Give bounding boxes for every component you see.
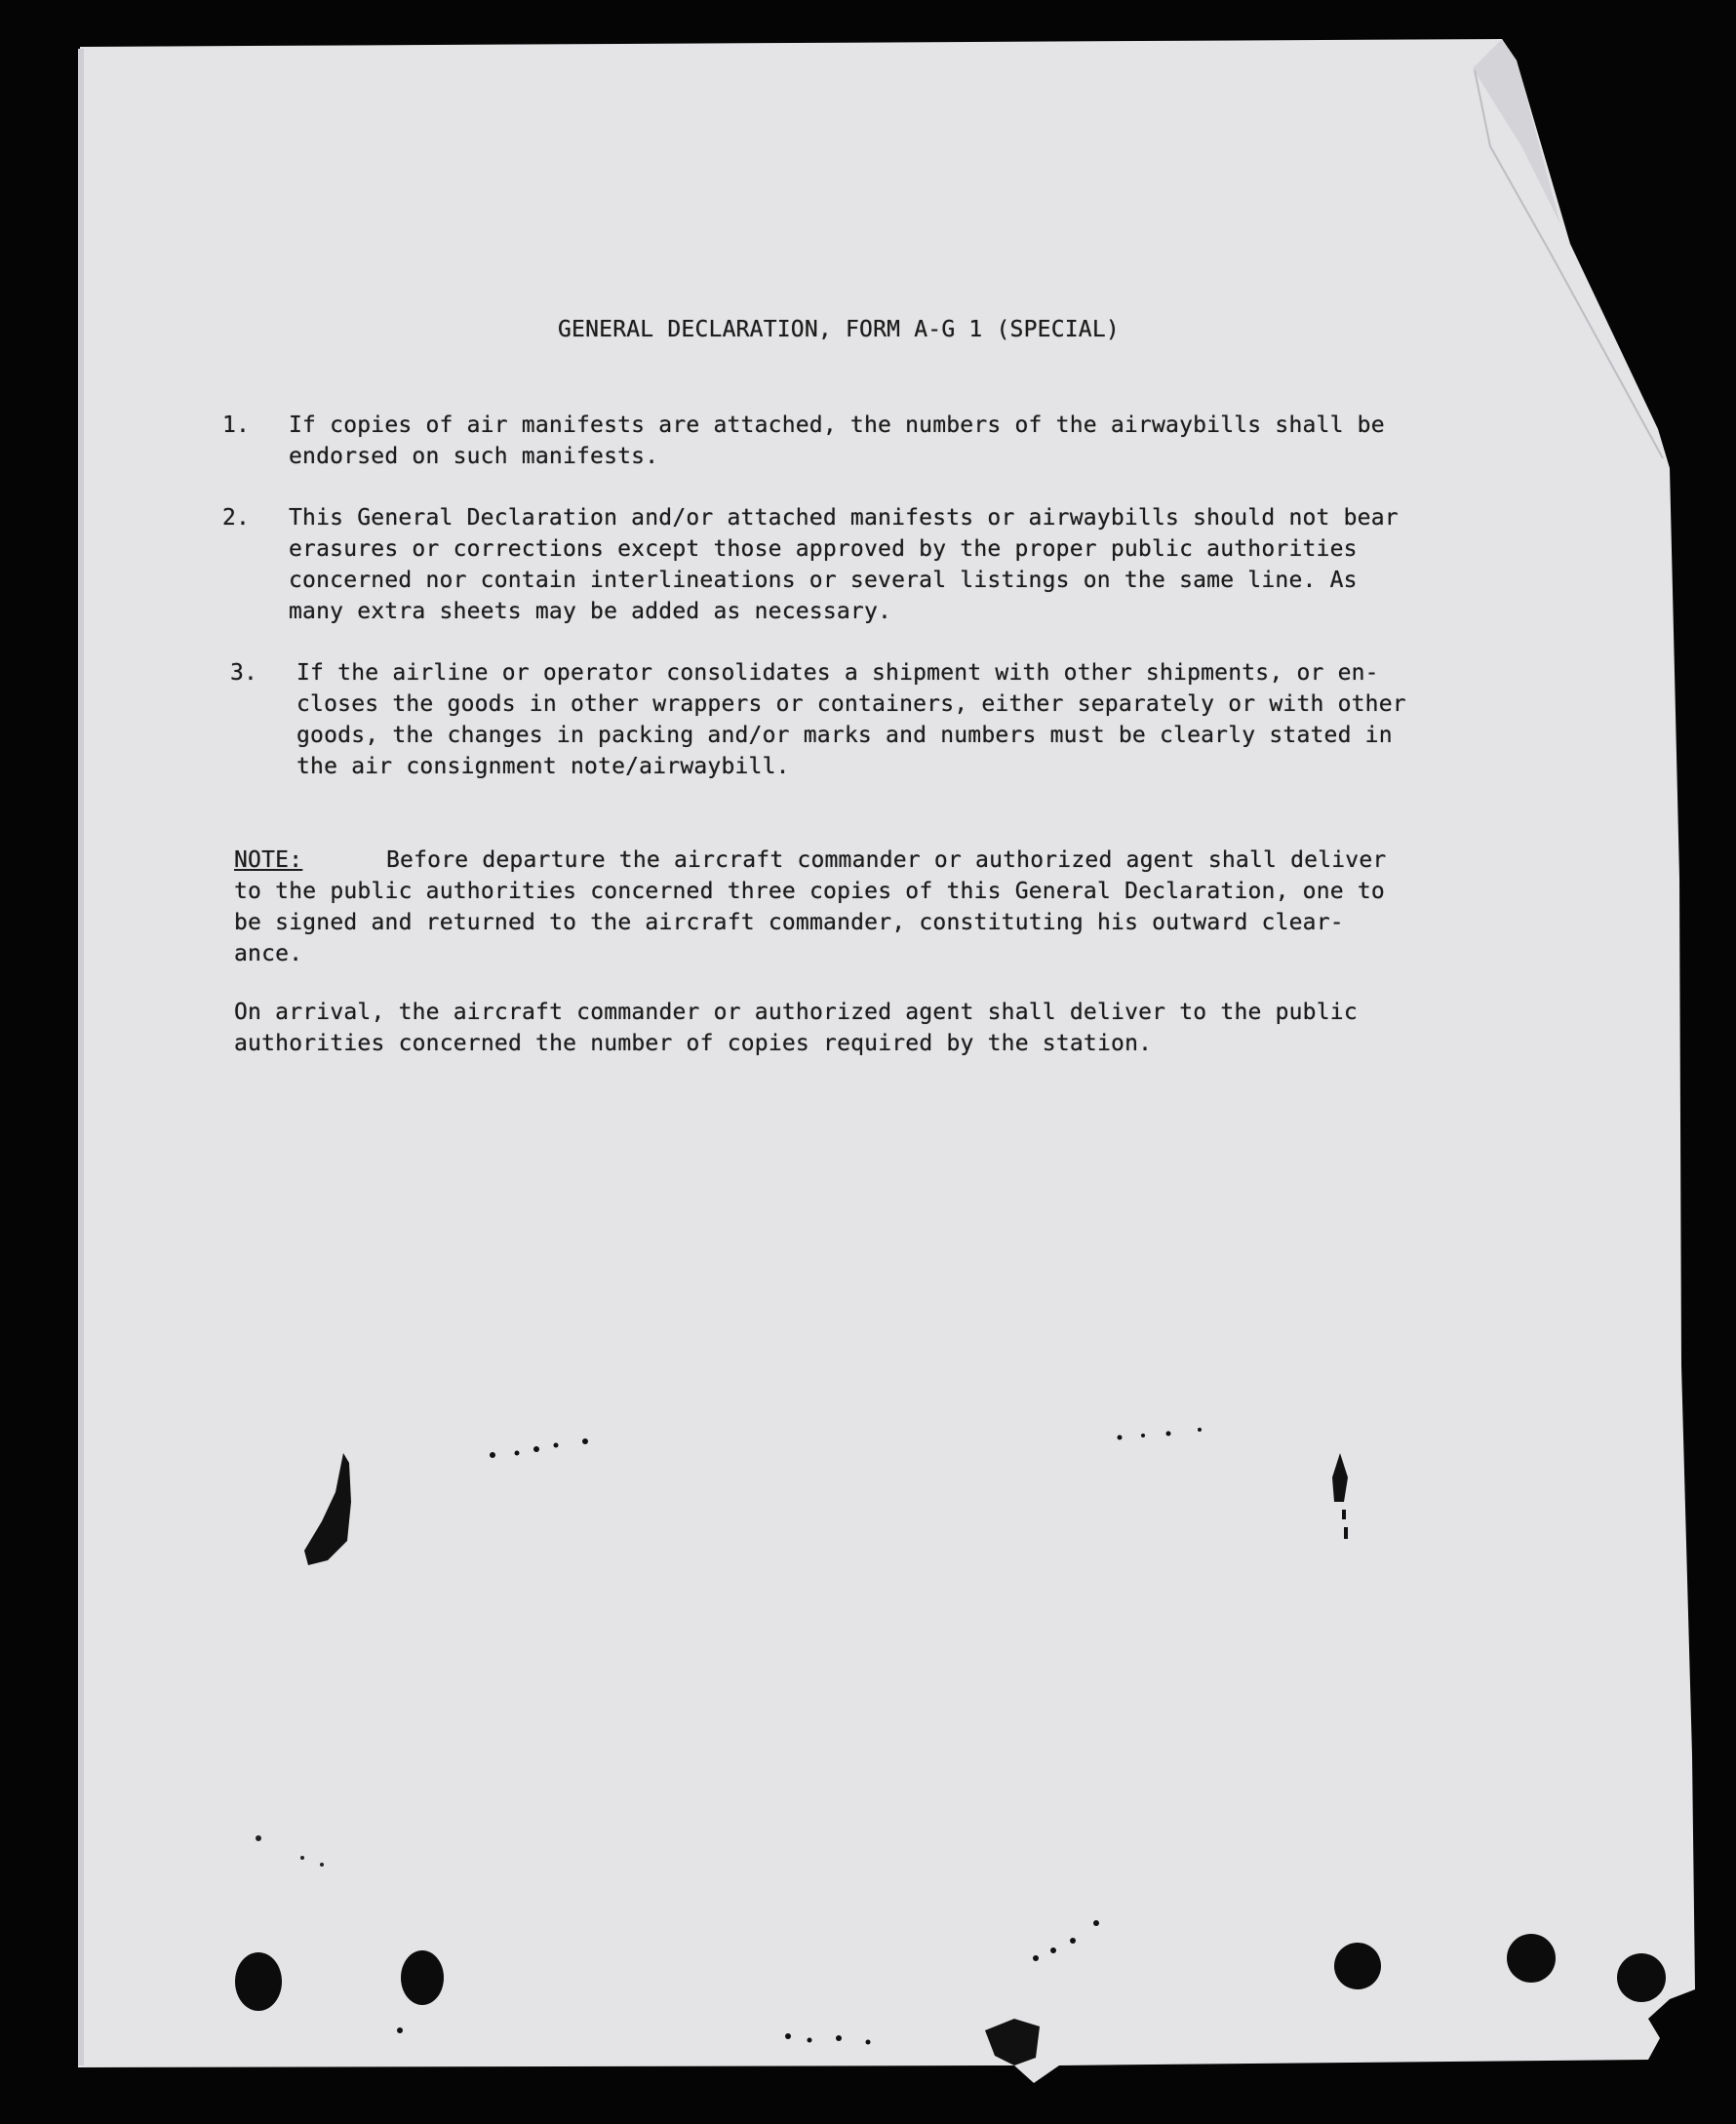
arrival-text-line: On arrival, the aircraft commander or authorized agent shall deliver to the public bbox=[234, 1000, 1358, 1025]
punch-hole bbox=[1334, 1943, 1381, 1989]
item-text-line: This General Declaration and/or attached manifests or airwaybills should not bear bbox=[289, 505, 1399, 531]
item-text-line: closes the goods in other wrappers or containers, either separately or with other bbox=[296, 691, 1406, 717]
item-text-line: If copies of air manifests are attached, the numbers of the airwaybills shall be bbox=[289, 413, 1385, 438]
item-text-line: concerned nor contain interlineations or several listings on the same line. As bbox=[289, 568, 1358, 593]
item-text-line: erasures or corrections except those approved by the proper public authorities bbox=[289, 536, 1358, 562]
ink-speck bbox=[1344, 1527, 1348, 1539]
item-number: 1. bbox=[222, 413, 251, 438]
ink-speck bbox=[582, 1438, 588, 1444]
paper-left-edge bbox=[78, 49, 84, 2065]
ink-speck bbox=[1166, 1432, 1171, 1436]
ink-speck bbox=[1070, 1938, 1076, 1944]
item-text-line: If the airline or operator consolidates a shipment with other shipments, or en- bbox=[296, 660, 1379, 686]
ink-speck bbox=[256, 1835, 261, 1841]
ink-speck bbox=[554, 1443, 559, 1448]
ink-speck bbox=[808, 2038, 812, 2043]
item-text-line: many extra sheets may be added as necessary. bbox=[289, 599, 892, 624]
punch-hole bbox=[401, 1950, 444, 2005]
ink-speck bbox=[1342, 1510, 1346, 1519]
ink-speck bbox=[836, 2035, 842, 2041]
note-text-line: to the public authorities concerned three copies of this General Declaration, one to bbox=[234, 879, 1385, 904]
form-title: GENERAL DECLARATION, FORM A-G 1 (SPECIAL) bbox=[558, 317, 1120, 342]
item-text-line: endorsed on such manifests. bbox=[289, 444, 659, 469]
ink-speck bbox=[1033, 1955, 1039, 1961]
ink-speck bbox=[300, 1856, 304, 1860]
ink-speck bbox=[515, 1451, 520, 1456]
note-text-line: be signed and returned to the aircraft commander, constituting his outward clear- bbox=[234, 910, 1344, 935]
ink-speck bbox=[397, 2027, 403, 2033]
ink-speck bbox=[490, 1452, 495, 1458]
ink-speck bbox=[785, 2033, 791, 2039]
punch-hole bbox=[1507, 1934, 1556, 1983]
ink-speck bbox=[1118, 1436, 1123, 1440]
item-number: 3. bbox=[230, 660, 258, 686]
ink-speck bbox=[1198, 1428, 1202, 1432]
ink-speck bbox=[866, 2040, 871, 2045]
note-text-line: Before departure the aircraft commander or authorized agent shall deliver bbox=[386, 847, 1387, 873]
arrival-text-line: authorities concerned the number of copies required by the station. bbox=[234, 1031, 1153, 1056]
note-label: NOTE: bbox=[234, 847, 303, 873]
ink-speck bbox=[1093, 1920, 1099, 1926]
punch-hole bbox=[235, 1952, 282, 2011]
ink-speck bbox=[533, 1446, 539, 1452]
ink-speck bbox=[1050, 1947, 1056, 1953]
item-number: 2. bbox=[222, 505, 251, 531]
item-text-line: goods, the changes in packing and/or marks and numbers must be clearly stated in bbox=[296, 723, 1393, 748]
punch-hole bbox=[1617, 1953, 1666, 2002]
item-text-line: the air consignment note/airwaybill. bbox=[296, 754, 790, 779]
note-section bbox=[234, 845, 1560, 971]
ink-speck bbox=[1141, 1434, 1145, 1437]
arrival-section bbox=[234, 997, 1560, 1065]
note-text-line: ance. bbox=[234, 941, 303, 966]
ink-speck bbox=[320, 1863, 324, 1867]
